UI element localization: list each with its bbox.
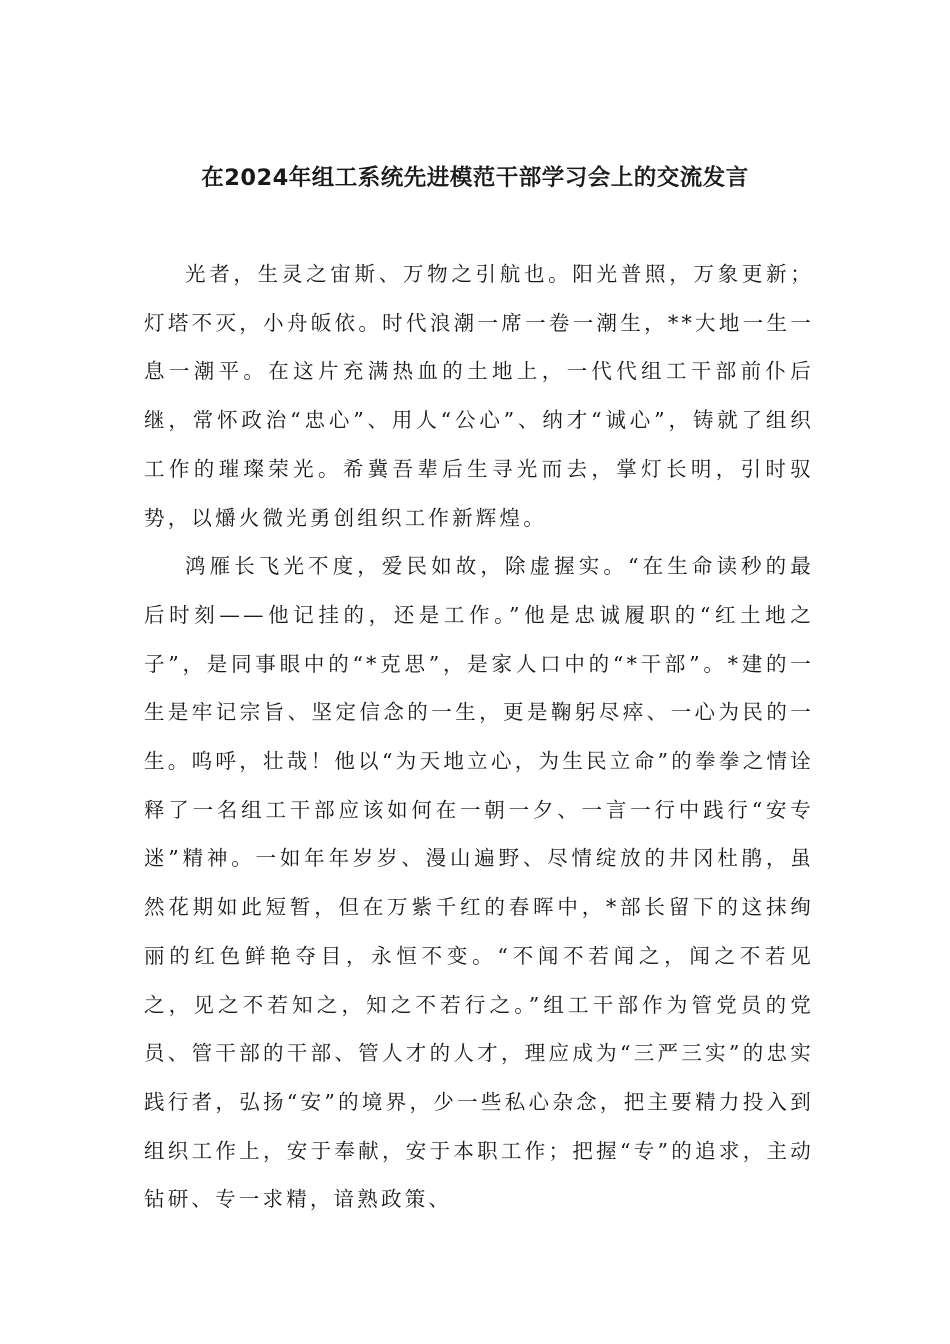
document-title: 在2024年组工系统先进模范干部学习会上的交流发言: [201, 165, 749, 191]
document-body: [144, 250, 814, 1224]
paragraph-2: 鸿雁长飞光不度，爱民如故，除虚握实。“在生命读秒的最后时刻——他记挂的，还是工作。”他是忠诚履职的“红土地之子”，是同事眼中的“*克思”，是家人口中的“*干部”。*建的一生是牢记宗旨、坚定信念的一生，更是鞠躬尽瘁、一心为民的一生。呜呼，壮哉！他以“为天地立心，为生民立命”的拳拳之情诠释了一名组工干部应该如何在一朝一夕、一言一行中践行“安专迷”精神。一如年年岁岁、漫山遍野、尽情绽放的井冈杜鹃，虽然花期如此短暂，但在万紫千红的春晖中，*部长留下的这抹绚丽的红色鲜艳夺目，永恒不变。“不闻不若闻之，闻之不若见之，见之不若知之，知之不若行之。”组工干部作为管党员的党员、管干部的干部、管人才的人才，理应成为“三严三实”的忠实践行者，弘扬“安”的境界，少一些私心杂念，把主要精力投入到组织工作上，安于奉献，安于本职工作；把握“专”的追求，主动钻研、专一求精，谙熟政策、: [144, 554, 814, 1212]
paragraph-1: 光者，生灵之宙斯、万物之引航也。阳光普照，万象更新；灯塔不灭，小舟皈依。时代浪潮一席一卷一潮生，**大地一生一息一潮平。在这片充满热血的土地上，一代代组工干部前仆后继，常怀政治“忠心”、用人“公心”、纳才“诚心”，铸就了组织工作的璀璨荣光。希冀吾辈后生寻光而去，掌灯长明，引时驭势，以爝火微光勇创组织工作新辉煌。: [144, 262, 814, 530]
